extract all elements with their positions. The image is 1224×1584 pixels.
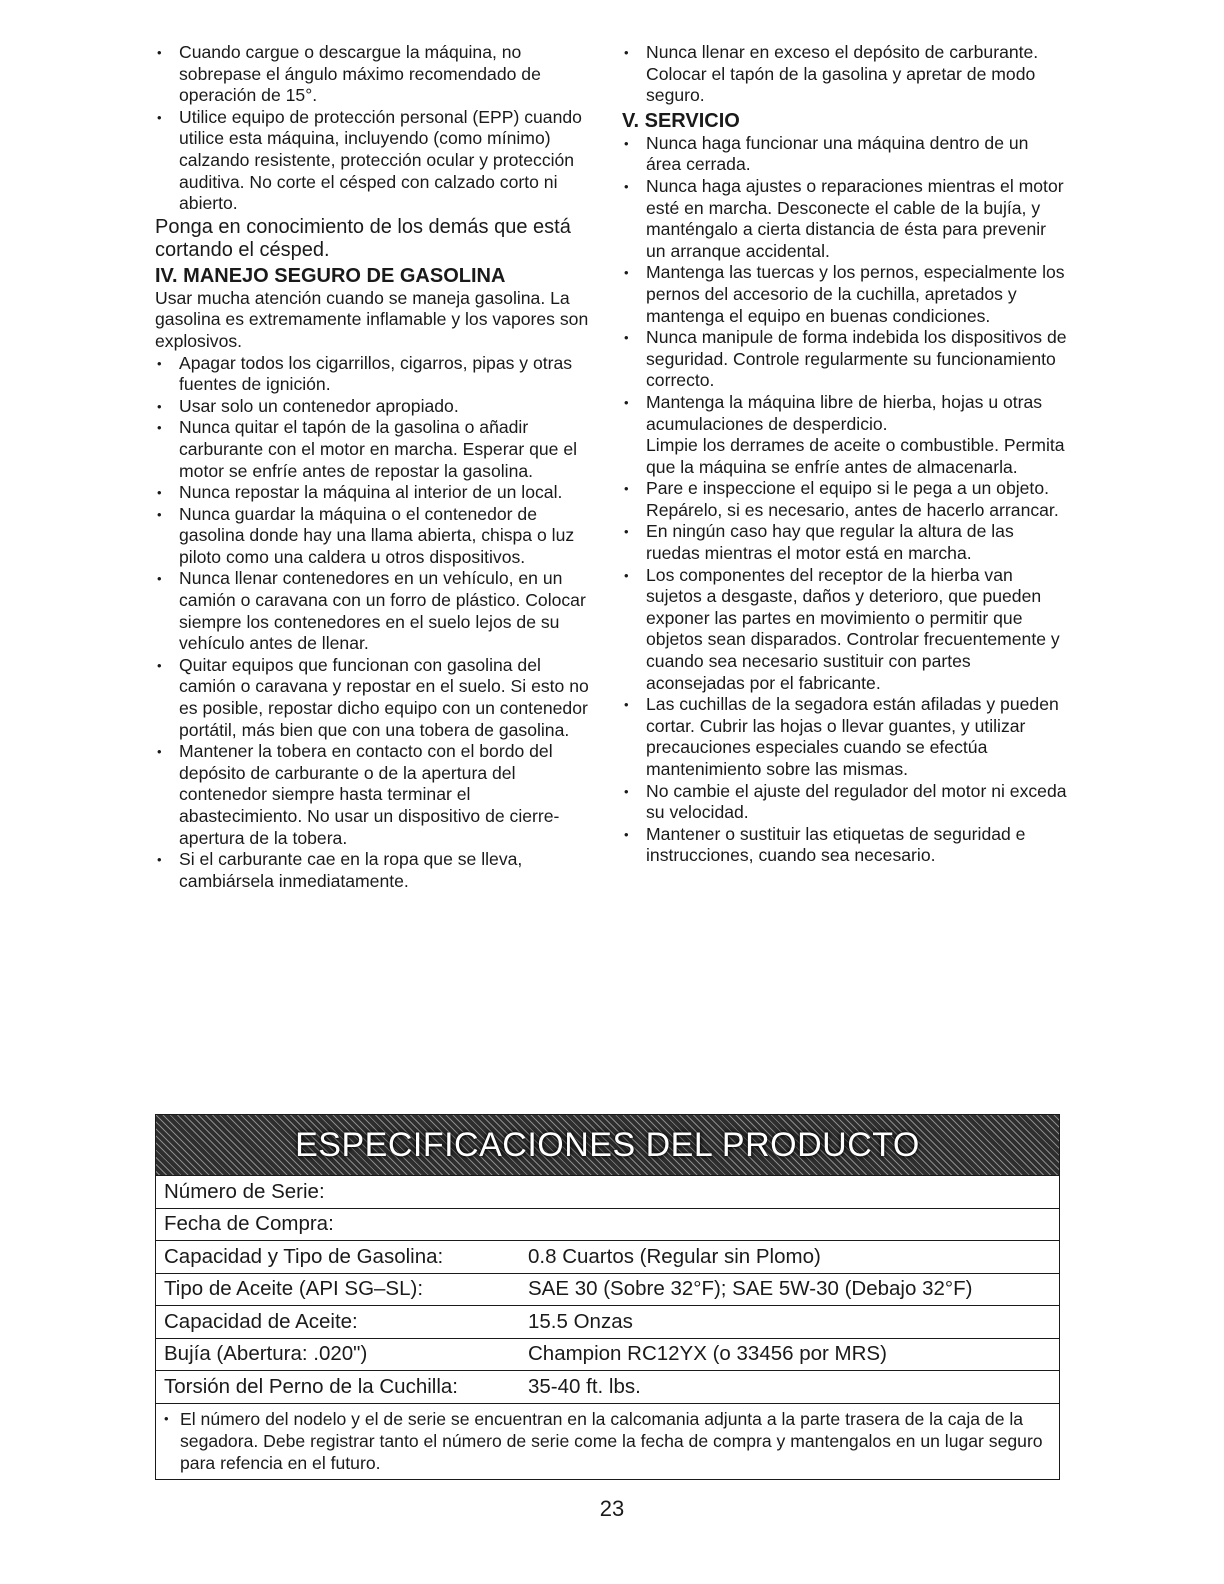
list-item: • Quitar equipos que funcionan con gasolina del camión o caravana y repostar en el suelo. Si esto no es posible, repostar dicho equipo con un contenedor portátil, más bien que con una tobera de gasolina.	[155, 655, 595, 741]
list-item: • Cuando cargue o descargue la máquina, no sobrepase el ángulo máximo recomendado de operación de 15°.	[155, 42, 595, 107]
list-item: • Mantener la tobera en contacto con el bordo del depósito de carburante o de la apertura del contenedor siempre hasta terminar el abastecimiento. No usar un dispositivo de cierre-apertura de la tobera.	[155, 741, 595, 849]
list-item: • Mantener o sustituir las etiquetas de seguridad e instrucciones, cuando sea necesario.	[622, 824, 1067, 867]
section-iv-intro: Usar mucha atención cuando se maneja gasolina. La gasolina es extremamente inflamable y los vapores son explosivos.	[155, 287, 589, 351]
list-item: • Utilice equipo de protección personal (EPP) cuando utilice esta máquina, incluyendo (como mínimo) calzando resistente, protección ocular y protección auditiva. No corte el césped con calzado corto ni abierto.	[155, 107, 595, 215]
spec-label: Tipo de Aceite (API SG–SL):	[164, 1277, 424, 1301]
spec-value: Champion RC12YX (o 33456 por MRS)	[528, 1342, 887, 1366]
section-v-bullet-list-2	[622, 478, 1067, 867]
spec-value: SAE 30 (Sobre 32°F); SAE 5W-30 (Debajo 32°F)	[528, 1277, 973, 1301]
list-item: • Nunca haga funcionar una máquina dentro de un área cerrada.	[622, 133, 1067, 176]
serial-number-note	[156, 1403, 1059, 1479]
table-row	[156, 1338, 1059, 1371]
list-item: • En ningún caso hay que regular la altura de las ruedas mientras el motor está en marcha.	[622, 521, 1067, 564]
spec-label: Capacidad y Tipo de Gasolina:	[164, 1244, 444, 1268]
top-right-bullet-list	[622, 42, 1067, 107]
list-item: • Los componentes del receptor de la hierba van sujetos a desgaste, daños y deterioro, que pueden exponer las partes en movimiento o permitir que objetos sean disparados. Controlar frecuentemente y cuando sea necesario sustituir con partes aconsejadas por el fabricante.	[622, 565, 1067, 695]
note-bullet-list	[164, 1408, 1049, 1474]
section-iv-bullet-list	[155, 353, 595, 893]
list-item: • Nunca llenar contenedores en un vehículo, en un camión o caravana con un forro de plástico. Colocar siempre los contenedores en el suelo lejos de su vehículo antes de llenar.	[155, 568, 595, 654]
spec-label: Número de Serie:	[164, 1179, 325, 1203]
spec-value: 15.5 Onzas	[528, 1309, 633, 1333]
list-item: • Apagar todos los cigarrillos, cigarros, pipas y otras fuentes de ignición.	[155, 353, 595, 396]
table-row	[156, 1305, 1059, 1338]
list-item: • Si el carburante cae en la ropa que se lleva, cambiársela inmediatamente.	[155, 849, 595, 892]
list-item: • Nunca guardar la máquina o el contenedor de gasolina donde hay una llama abierta, chispa o luz piloto como una caldera u otros dispositivos.	[155, 504, 595, 569]
spec-label: Fecha de Compra:	[164, 1212, 334, 1236]
list-item: • Mantenga la máquina libre de hierba, hojas u otras acumulaciones de desperdicio.	[622, 392, 1067, 435]
spec-value: 35-40 ft. lbs.	[528, 1374, 641, 1398]
list-item: • Las cuchillas de la segadora están afiladas y pueden cortar. Cubrir las hojas o llevar guantes, y utilizar precauciones especiales cuando se efectúa mantenimiento sobre las mismas.	[622, 694, 1067, 780]
top-bullet-list	[155, 42, 595, 215]
table-row	[156, 1175, 1059, 1208]
table-row	[156, 1208, 1059, 1241]
product-specifications-table	[155, 1114, 1060, 1480]
spill-note: Limpie los derrames de aceite o combustible. Permita que la máquina se enfríe antes de almacenarla.	[646, 435, 1065, 477]
list-item: • Nunca repostar la máquina al interior de un local.	[155, 482, 595, 504]
page-number: 23	[599, 1496, 625, 1521]
list-item: • Nunca manipule de forma indebida los dispositivos de seguridad. Controle regularmente su funcionamiento correcto.	[622, 327, 1067, 392]
list-item: • Nunca quitar el tapón de la gasolina o añadir carburante con el motor en marcha. Esperar que el motor se enfríe antes de repostar la gasolina.	[155, 417, 595, 482]
right-column	[622, 42, 1067, 867]
left-column	[155, 42, 595, 892]
list-item: • El número del nodelo y el de serie se encuentran en la calcomania adjunta a la parte trasera de la caja de la segadora. Debe registrar tanto el número de serie come la fecha de compra y mantengalos en un lugar seguro para refencia en el futuro.	[164, 1408, 1049, 1474]
specifications-title: ESPECIFICACIONES DEL PRODUCTO	[156, 1115, 1059, 1175]
list-item: • Pare e inspeccione el equipo si le pega a un objeto. Repárelo, si es necesario, antes de hacerlo arrancar.	[622, 478, 1067, 521]
list-item: • Mantenga las tuercas y los pernos, especialmente los pernos del accesorio de la cuchilla, apretados y mantenga el equipo en buenas condiciones.	[622, 262, 1067, 327]
mowing-notice: Ponga en conocimiento de los demás que está cortando el césped.	[155, 215, 571, 261]
table-row	[156, 1273, 1059, 1306]
table-row	[156, 1240, 1059, 1273]
section-v-bullet-list	[622, 133, 1067, 435]
table-row	[156, 1370, 1059, 1403]
list-item: • No cambie el ajuste del regulador del motor ni exceda su velocidad.	[622, 781, 1067, 824]
spec-label: Capacidad de Aceite:	[164, 1309, 358, 1333]
section-v-heading: V. SERVICIO	[622, 109, 740, 132]
section-iv-heading: IV. MANEJO SEGURO DE GASOLINA	[155, 264, 506, 287]
spec-label: Bujía (Abertura: .020")	[164, 1342, 368, 1366]
list-item: • Usar solo un contenedor apropiado.	[155, 396, 595, 418]
list-item: • Nunca llenar en exceso el depósito de carburante. Colocar el tapón de la gasolina y apretar de modo seguro.	[622, 42, 1067, 107]
spec-label: Torsión del Perno de la Cuchilla:	[164, 1374, 458, 1398]
spec-value: 0.8 Cuartos (Regular sin Plomo)	[528, 1244, 821, 1268]
list-item: • Nunca haga ajustes o reparaciones mientras el motor esté en marcha. Desconecte el cable de la bujía, y manténgalo a cierta distancia de ésta para prevenir un arranque accidental.	[622, 176, 1067, 262]
